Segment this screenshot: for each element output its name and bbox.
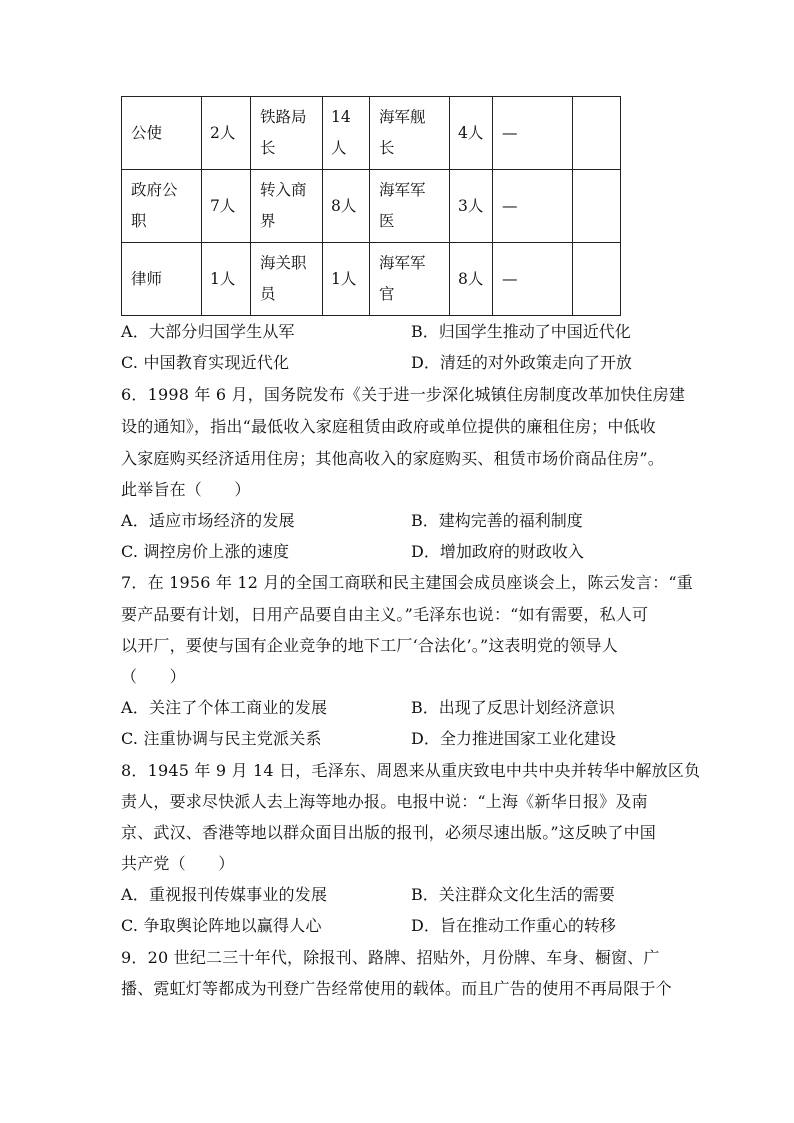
table-cell-text: 8人 [331, 196, 357, 215]
table-cell-text: 人 [331, 139, 347, 157]
table-cell [202, 97, 251, 170]
q7-option-b: B．出现了反思计划经济意识 [411, 698, 615, 717]
table-cell-text: 4人 [458, 123, 484, 142]
q6-stem-line: 6．1998 年 6 月，国务院发布《关于进一步深化城镇住房制度改革加快住房建 [121, 385, 686, 404]
q9-stem-line: 播、霓虹灯等都成为刊登广告经常使用的载体。而且广告的使用不再局限于个 [121, 979, 672, 998]
table-cell-text: 8人 [458, 269, 484, 288]
table-cell [370, 170, 450, 243]
table-cell-text: 公使 [131, 123, 163, 142]
table-cell-text: 职 [131, 212, 147, 230]
q6-stem-line: 入家庭购买经济适用住房；其他高收入的家庭购买、租赁市场价商品住房”。 [121, 449, 664, 468]
table-cell-text: — [502, 269, 518, 288]
table-row [122, 97, 621, 170]
q7-option-c: C. 注重协调与民主党派关系 [121, 729, 322, 748]
table-cell-text: 海军军 [379, 181, 426, 199]
table-cell [450, 170, 493, 243]
table-cell [493, 243, 573, 316]
q8-option-c: C. 争取舆论阵地以赢得人心 [121, 916, 322, 935]
q6-stem-line: 设的通知》，指出“最低收入家庭租赁由政府或单位提供的廉租住房；中低收 [121, 417, 656, 436]
table-row [122, 243, 621, 316]
table-cell [202, 170, 251, 243]
table-cell [323, 170, 370, 243]
table-cell [370, 243, 450, 316]
table-cell-text: 海军军 [379, 254, 426, 272]
table-cell-text: — [502, 123, 518, 142]
table-cell-text: 长 [260, 139, 276, 157]
table-cell [251, 170, 323, 243]
table-cell-text: 1人 [210, 269, 236, 288]
table-cell [370, 97, 450, 170]
q7-option-a: A．关注了个体工商业的发展 [121, 698, 328, 717]
table-cell [251, 243, 323, 316]
table-cell [493, 170, 573, 243]
table-cell-text: 铁路局 [260, 108, 307, 126]
q5-option-c: C. 中国教育实现近代化 [121, 353, 290, 372]
q7-option-d: D．全力推进国家工业化建设 [411, 729, 616, 748]
table-cell-text: 7人 [210, 196, 236, 215]
table-cell [122, 97, 202, 170]
table-cell-text: 2人 [210, 123, 236, 142]
q7-stem-line: （ ） [121, 667, 186, 686]
q7-stem-line: 7．在 1956 年 12 月的全国工商联和民主建国会成员座谈会上，陈云发言：“重 [121, 573, 693, 592]
q5-option-b: B．归国学生推动了中国近代化 [411, 322, 631, 341]
q9-stem-line: 9．20 世纪二三十年代，除报刊、路牌、招贴外，月份牌、车身、橱窗、广 [121, 948, 660, 967]
q8-stem-line: 责人，要求尽快派人去上海等地办报。电报中说：“上海《新华日报》及南 [121, 792, 648, 811]
table-cell-text: 3人 [458, 196, 484, 215]
statistics-table [121, 96, 621, 316]
table-cell [323, 243, 370, 316]
q5-option-d: D．清廷的对外政策走向了开放 [411, 353, 632, 372]
table-row [122, 170, 621, 243]
table-cell-text: 医 [379, 212, 395, 230]
table-cell [450, 243, 493, 316]
table-cell [450, 97, 493, 170]
table-cell [323, 97, 370, 170]
q6-option-a: A．适应市场经济的发展 [121, 511, 295, 530]
table-cell-text: 界 [260, 212, 276, 230]
table-cell [493, 97, 573, 170]
q6-stem-line: 此举旨在（ ） [121, 480, 251, 499]
q6-option-d: D．增加政府的财政收入 [411, 542, 584, 561]
table-cell [122, 170, 202, 243]
table-cell-text: 海军舰 [379, 108, 426, 126]
table-cell [122, 243, 202, 316]
table-cell [251, 97, 323, 170]
table-cell-text: 员 [260, 285, 276, 303]
table-cell-text: 长 [379, 139, 395, 157]
table-cell-text: 14 [331, 108, 351, 126]
q6-option-b: B．建构完善的福利制度 [411, 511, 583, 530]
q8-stem-line: 共产党（ ） [121, 854, 235, 873]
q7-stem-line: 要产品要有计划，日用产品要自由主义。”毛泽东也说：“如有需要，私人可 [121, 605, 649, 624]
q8-option-a: A．重视报刊传媒事业的发展 [121, 885, 328, 904]
table-cell [573, 97, 621, 170]
q7-stem-line: 以开厂，要使与国有企业竞争的地下工厂‘合法化’。”这表明党的领导人 [121, 636, 618, 655]
q8-option-d: D．旨在推动工作重心的转移 [411, 916, 616, 935]
q6-option-c: C. 调控房价上涨的速度 [121, 542, 290, 561]
q8-option-b: B．关注群众文化生活的需要 [411, 885, 615, 904]
table-cell-text: 海关职 [260, 254, 307, 272]
table-cell-text: — [502, 196, 518, 215]
table-cell [573, 170, 621, 243]
table-cell-text: 转入商 [260, 181, 307, 199]
q8-stem-line: 京、武汉、香港等地以群众面目出版的报刊，必须尽速出版。”这反映了中国 [121, 823, 656, 842]
q5-option-a: A．大部分归国学生从军 [121, 322, 295, 341]
table-cell-text: 律师 [131, 269, 163, 288]
table-cell [202, 243, 251, 316]
table-cell-text: 政府公 [131, 181, 178, 199]
q8-stem-line: 8．1945 年 9 月 14 日，毛泽东、周恩来从重庆致电中共中央并转华中解放区负 [121, 761, 701, 780]
table-cell [573, 243, 621, 316]
table-cell-text: 1人 [331, 269, 357, 288]
table-cell-text: 官 [379, 285, 395, 303]
